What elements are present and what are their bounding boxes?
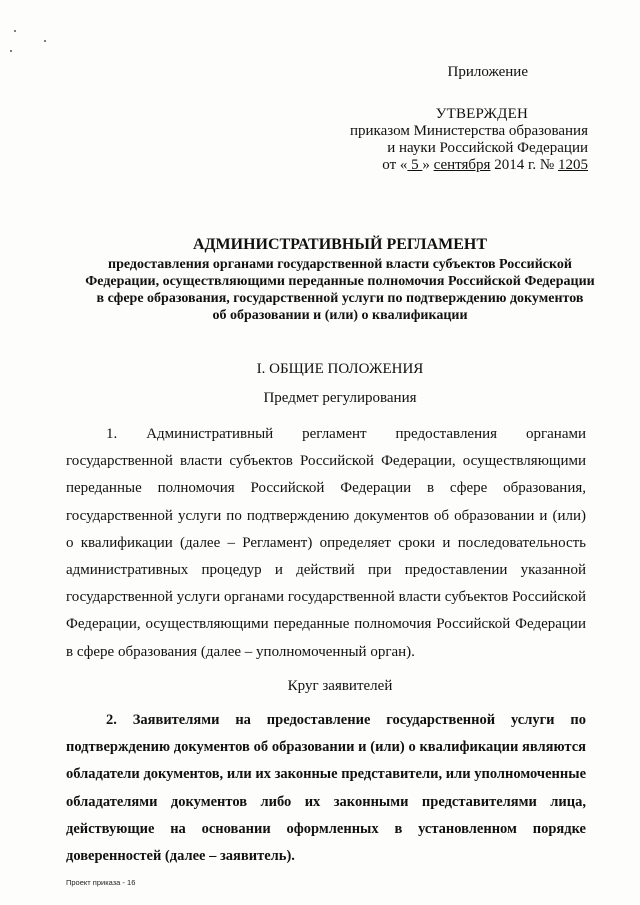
approved-label: УТВЕРЖДЕН [435, 106, 528, 122]
subsection-heading-applicants: Круг заявителей [287, 678, 393, 694]
footer-note: Проект приказа - 16 [66, 878, 136, 887]
scan-speck [44, 40, 46, 42]
document-title-block [40, 236, 640, 324]
order-number: 1205 [558, 157, 588, 173]
date-day: 5 [407, 157, 423, 173]
section-title: I. ОБЩИЕ ПОЛОЖЕНИЯ [256, 361, 424, 377]
document-subtitle-line-3: в сфере образования, государственной услуги по подтверждению документов [96, 291, 584, 306]
date-mid: » [422, 157, 434, 173]
scan-speck [10, 50, 12, 52]
scan-speck [14, 30, 16, 32]
document-subtitle-line-4: об образовании и (или) о квалификации [212, 308, 468, 323]
document-subtitle-line-2: Федерации, осуществляющими переданные полномочия Российской Федерации [85, 274, 595, 289]
order-line-1: приказом Министерства образования [350, 123, 588, 139]
date-year: 2014 г. № [490, 157, 558, 173]
paragraph-1: 1. Административный регламент предоставления органами государственной власти субъектов Российской Федерации, осуществляющими переданные полномочия Российской Федерации в сфере образования, государственной услуги по подтверждению документов об образовании и (или) о квалификации (далее – Регламент) определяет сроки и последовательность административных процедур и действий при предоставлении указанной государственной услуги органами государственной власти субъектов Российской Федерации, осуществляющими переданные полномочия Российской Федерации в сфере образования (далее – уполномоченный орган). [66, 426, 586, 660]
order-date-line [328, 157, 588, 174]
paragraph-2: 2. Заявителями на предоставление государственной услуги по подтверждению документов об образовании и (или) о квалификации являются обладатели документов, или их законные представители, или уполномоченные обладателями документов либо их законными представителями лица, действующие на основании оформленных в установленном порядке доверенностей (далее – заявитель). [66, 712, 586, 865]
order-line-2: и науки Российской Федерации [387, 140, 588, 156]
subsection-heading-subject: Предмет регулирования [263, 390, 417, 406]
date-month: сентября [433, 157, 491, 173]
document-title: АДМИНИСТРАТИВНЫЙ РЕГЛАМЕНТ [192, 236, 488, 253]
date-prefix: от « [382, 157, 408, 173]
approval-stamp [328, 64, 588, 174]
appendix-label: Приложение [447, 64, 528, 80]
document-subtitle-line-1: предоставления органами государственной власти субъектов Российской [108, 257, 572, 272]
